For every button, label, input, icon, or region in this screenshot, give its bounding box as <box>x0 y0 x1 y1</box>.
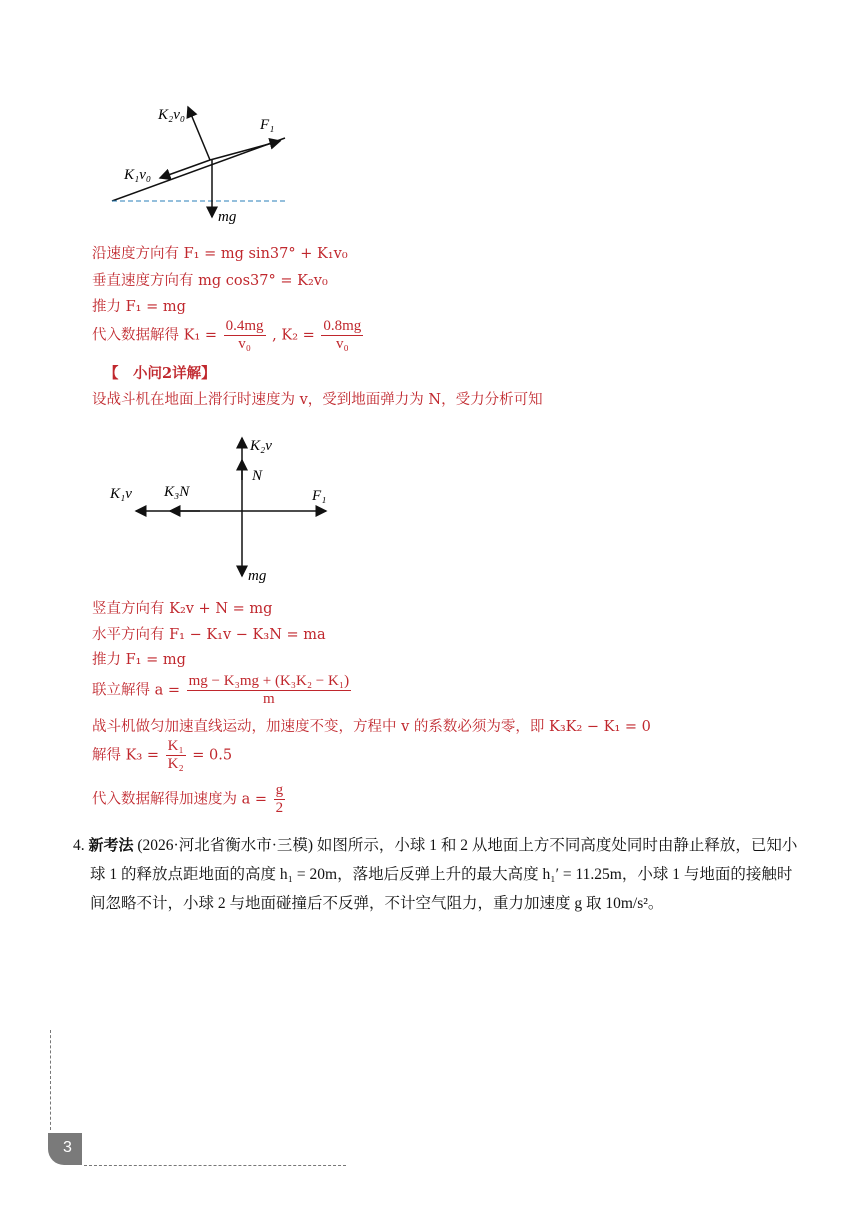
accel-denominator: 2 <box>275 800 284 816</box>
arrow-k1v0 <box>160 160 210 178</box>
a-fraction <box>187 673 351 708</box>
solution-2-line-3: 推力 F₁ = mg <box>92 652 186 668</box>
label-n: N <box>252 468 263 484</box>
solution-1-line-3: 推力 F₁ = mg <box>92 299 186 315</box>
question-number: 4. <box>73 837 85 854</box>
accel-prefix: 代入数据解得加速度为 a = <box>92 791 268 808</box>
arrow-k2v0 <box>188 107 210 160</box>
label-f1-2: F₁ <box>312 488 327 504</box>
solution-2-line-4 <box>92 673 353 708</box>
k3-prefix: 解得 K₃ = <box>92 747 160 764</box>
label-k2v: K₂v <box>250 438 272 454</box>
label-mg-2: mg <box>248 568 267 584</box>
solution-1-line-4 <box>92 318 365 353</box>
solution-2-line-6 <box>92 738 232 773</box>
solution-2-line-2: 水平方向有 F₁ − K₁v − K₃N = ma <box>92 627 326 643</box>
question-4 <box>73 831 813 918</box>
k2-fraction <box>321 318 363 353</box>
solution-2-line-1: 竖直方向有 K₂v + N = mg <box>92 601 273 617</box>
solution-2-line-5: 战斗机做匀加速直线运动，加速度不变，方程中 v 的系数必须为零，即 K₃K₂ − K₁ = 0 <box>92 719 651 735</box>
label-k1v: K₁v <box>110 486 132 502</box>
a-prefix: 联立解得 a = <box>92 682 181 699</box>
page-number: 3 <box>63 1139 72 1156</box>
section-2-intro: 设战斗机在地面上滑行时速度为 v，受到地面弹力为 N，受力分析可知 <box>92 392 543 408</box>
margin-dashed-line <box>50 1030 51 1130</box>
k2-denominator: v₀ <box>335 336 349 352</box>
solution-2-line-7 <box>92 782 287 817</box>
accel-fraction <box>274 782 286 817</box>
k3-numerator: K₁ <box>167 738 184 754</box>
force-diagram-incline <box>100 95 320 235</box>
label-f1: F₁ <box>260 117 275 133</box>
question-4-line-2: 球 1 的释放点距地面的高度 h₁ = 20m，落地后反弹上升的最大高度 h₁′ = 11.25m，小球 1 与地面的接触时 <box>90 866 793 883</box>
question-tag: 新考法 <box>88 836 134 854</box>
solution-1-line-2: 垂直速度方向有 mg cos37° = K₂v₀ <box>92 273 328 289</box>
label-mg: mg <box>218 209 237 225</box>
k1-fraction <box>224 318 266 353</box>
accel-numerator: g <box>275 782 284 798</box>
label-k3n: K₃N <box>164 484 190 500</box>
question-4-line-3: 间忽略不计，小球 2 与地面碰撞后不反弹，不计空气阻力，重力加速度 g 取 10m/s²。 <box>90 895 664 912</box>
question-text-1: (2026·河北省衡水市·三模) 如图所示，小球 1 和 2 从地面上方不同高度处同时由静止释放，已知小 <box>137 837 798 854</box>
label-k2v0: K₂v₀ <box>158 107 186 123</box>
k2-numerator: 0.8mg <box>323 318 362 334</box>
label-k1v0: K₁v₀ <box>124 167 152 183</box>
section-2-heading: 【 小问2详解】 <box>104 365 216 382</box>
a-denominator: m <box>263 691 275 707</box>
k1-numerator: 0.4mg <box>225 318 264 334</box>
arrow-f1 <box>210 141 280 160</box>
question-4-line-1 <box>73 831 813 860</box>
a-numerator: mg − K₃mg + (K₃K₂ − K₁) <box>188 673 350 689</box>
k3-suffix: = 0.5 <box>192 747 233 764</box>
k3-denominator: K₂ <box>167 756 184 772</box>
k3-fraction <box>166 738 186 773</box>
k-result-prefix: 代入数据解得 K₁ = <box>92 327 218 344</box>
force-diagram-ground <box>100 430 340 590</box>
solution-1-line-1: 沿速度方向有 F₁ = mg sin37° + K₁v₀ <box>92 246 348 262</box>
footer-dashed-line <box>84 1165 346 1166</box>
k2-prefix: , K₂ = <box>272 327 315 344</box>
k1-denominator: v₀ <box>238 336 251 352</box>
